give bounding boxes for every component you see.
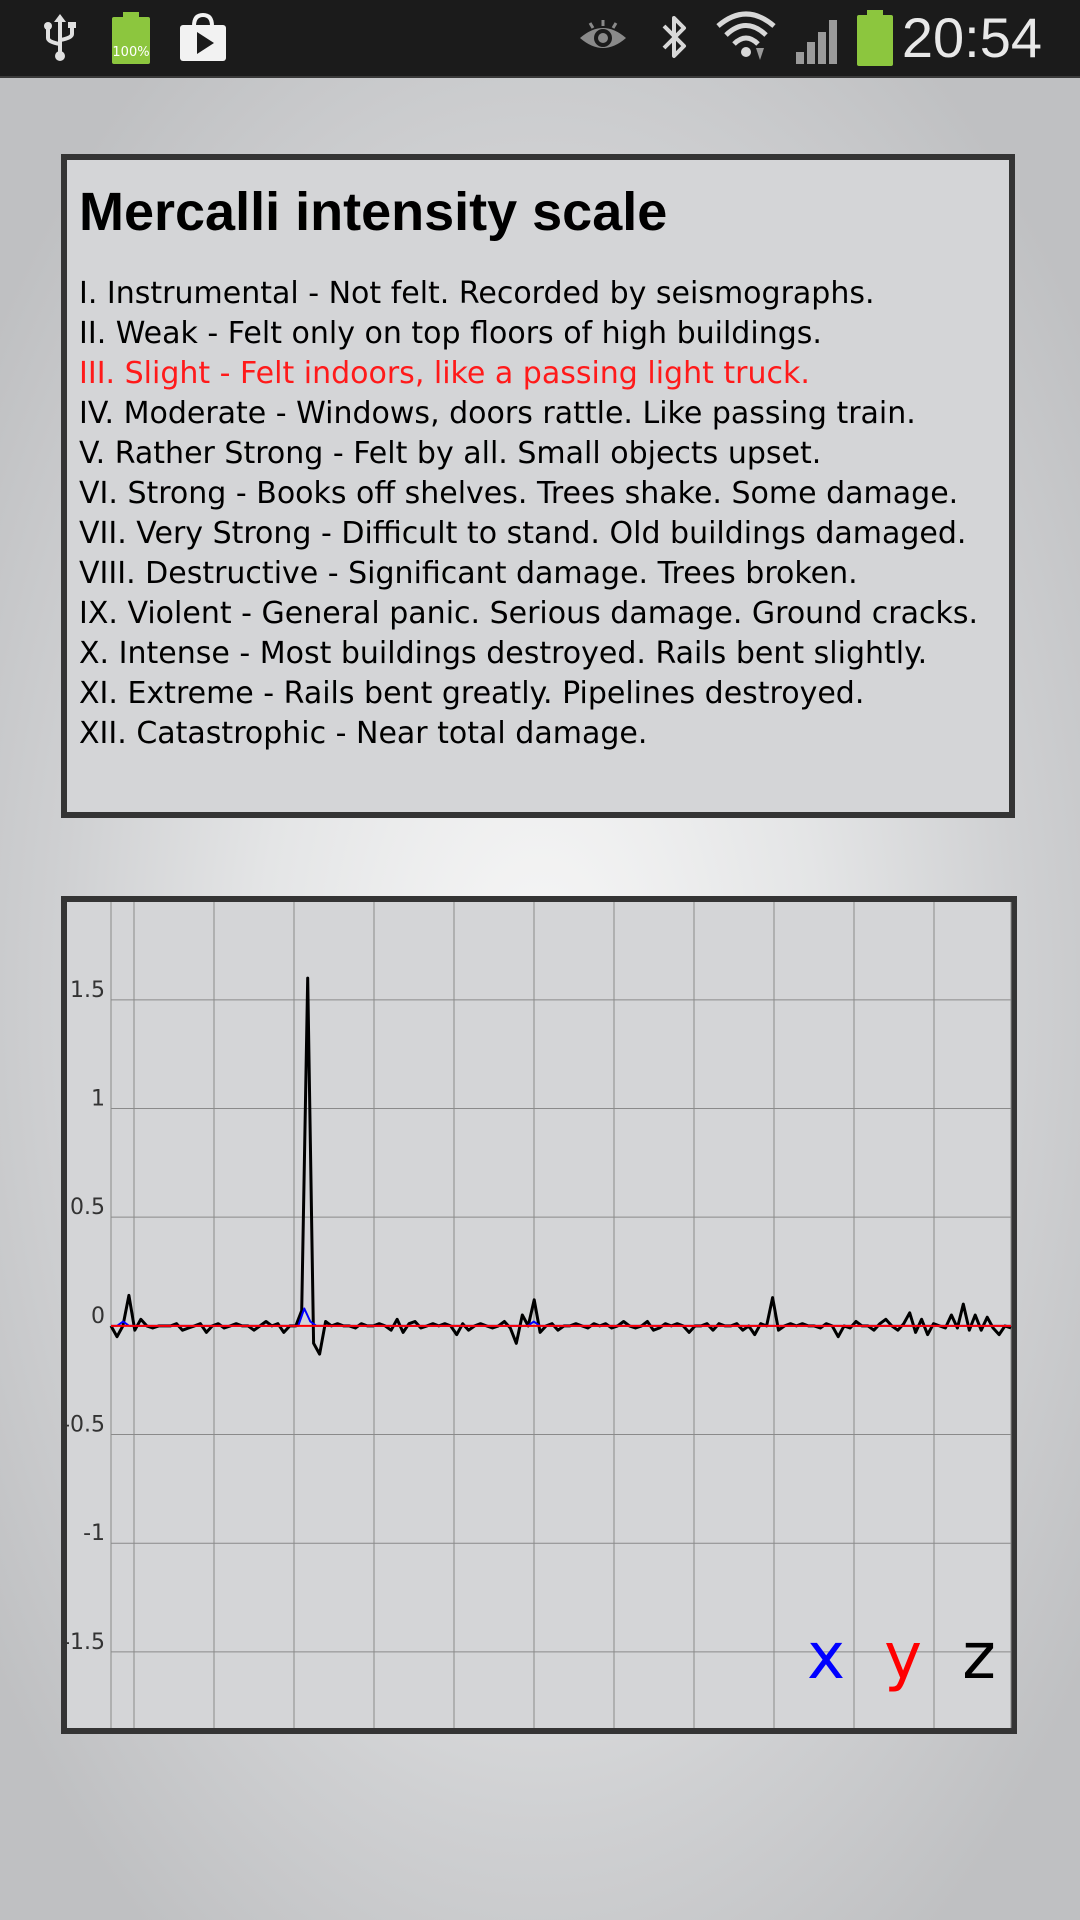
legend-entry-z: z	[962, 1620, 996, 1694]
legend-entry-y: y	[884, 1620, 922, 1694]
accelerometer-graph-panel	[61, 896, 1017, 1734]
accelerometer-chart	[61, 896, 1017, 1734]
legend-entry-x: x	[807, 1620, 845, 1694]
eye-icon	[578, 18, 628, 58]
scale-item-10: X. Intense - Most buildings destroyed. Rails bent slightly.	[79, 636, 928, 671]
scale-item-3: III. Slight - Felt indoors, like a passing light truck.	[79, 356, 810, 391]
mercalli-info-panel	[61, 154, 1015, 818]
chart-frame	[64, 899, 1014, 1731]
y-tick-label: 0.5	[70, 1195, 105, 1221]
scale-item-2: II. Weak - Felt only on top floors of high buildings.	[79, 316, 822, 351]
battery-percent-label: 100%	[112, 45, 150, 60]
wifi-icon	[716, 10, 776, 64]
y-tick-label: -1	[83, 1521, 105, 1547]
y-tick-label: 1.5	[70, 977, 105, 1003]
battery-icon	[856, 10, 894, 66]
usb-icon	[40, 14, 80, 62]
status-time: 20:54	[901, 6, 1042, 69]
battery-icon	[110, 12, 152, 64]
scale-item-12: XII. Catastrophic - Near total damage.	[79, 716, 648, 751]
signal-icon	[794, 12, 844, 64]
y-tick-label: 1	[91, 1086, 105, 1112]
y-tick-label: -1.5	[62, 1629, 105, 1655]
bluetooth-icon	[658, 12, 692, 62]
status-bar	[0, 0, 1080, 78]
scale-item-4: IV. Moderate - Windows, doors rattle. Like passing train.	[79, 396, 916, 431]
y-tick-label: -0.5	[62, 1412, 105, 1438]
scale-item-11: XI. Extreme - Rails bent greatly. Pipelines destroyed.	[79, 676, 865, 711]
scale-item-5: V. Rather Strong - Felt by all. Small objects upset.	[79, 436, 822, 471]
scale-item-1: I. Instrumental - Not felt. Recorded by seismographs.	[79, 276, 875, 311]
scale-item-8: VIII. Destructive - Significant damage. Trees broken.	[79, 556, 858, 591]
panel-title: Mercalli intensity scale	[79, 182, 668, 242]
scale-item-9: IX. Violent - General panic. Serious damage. Ground cracks.	[79, 596, 979, 631]
play-store-icon	[178, 12, 228, 62]
scale-item-6: VI. Strong - Books off shelves. Trees shake. Some damage.	[79, 476, 959, 511]
scale-item-7: VII. Very Strong - Difficult to stand. Old buildings damaged.	[79, 516, 967, 551]
intensity-scale-list	[79, 274, 978, 754]
y-tick-label: 0	[91, 1303, 105, 1329]
